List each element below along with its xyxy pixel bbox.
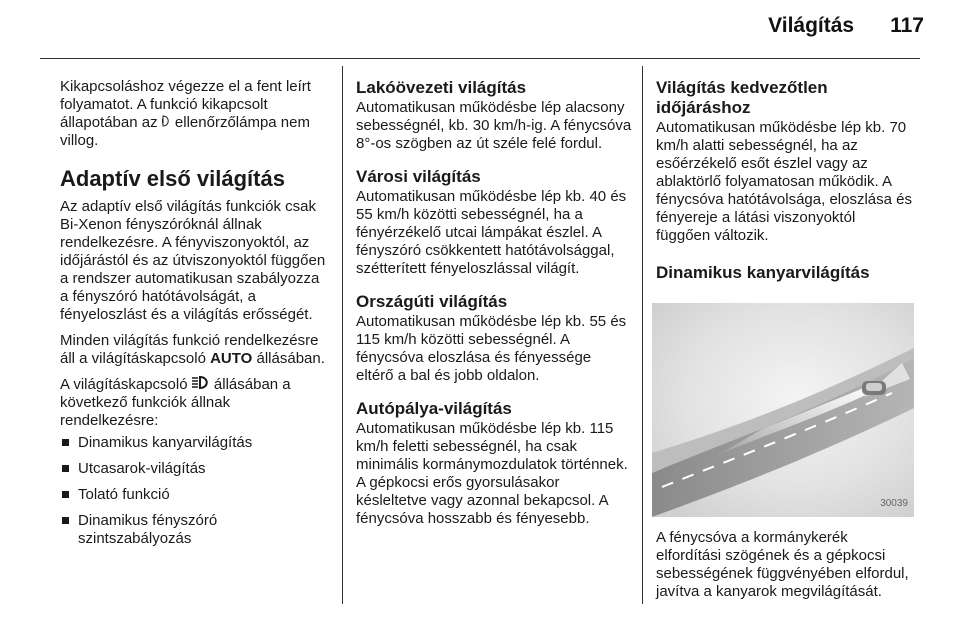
section-country-road: [356, 292, 632, 385]
section-title: Lakóövezeti világítás: [356, 78, 527, 97]
headlight-switch-icon: [192, 376, 210, 394]
section-title: Autópálya-világítás: [356, 399, 512, 418]
figure-number: 30039: [880, 498, 908, 509]
auto-label: AUTO: [210, 350, 253, 367]
list-item: Tolató funkció: [60, 486, 328, 504]
column-1: [60, 78, 328, 556]
section-city: [356, 167, 632, 278]
section-text: Automatikusan működésbe lép kb. 40 és 55 km/h közötti sebességnél, ha a fényérzékelő utcai lámpákat észlel. A fényszóró csökkentett hatótávolsággal, szétterített fényeloszlással világít.: [356, 188, 627, 277]
section-title: Országúti világítás: [356, 292, 508, 311]
section-text: Automatikusan működésbe lép alacsony sebességnél, kb. 30 km/h-ig. A fénycsóva 8°-os szögben az út széle felé fordul.: [356, 99, 632, 152]
bad-weather-text: Automatikusan működésbe lép kb. 70 km/h alatti sebességnél, ha az esőérzékelő esőt észlel vagy az ablaktörlő folyamatosan működik. A fénycsóva hatótávolsága, eloszlása és fényereje a látási viszonyoktól függően változik.: [656, 119, 912, 244]
chapter-title: Világítás: [768, 14, 855, 37]
column-2: [356, 78, 632, 542]
section-motorway: [356, 399, 632, 528]
list-item: Dinamikus fényszóró szintszabályozás: [60, 512, 328, 548]
list-item: Dinamikus kanyarvilágítás: [60, 434, 328, 452]
auto-paragraph: Minden világítás funkció rendelkezésre áll a világításkapcsoló AUTO állásában.: [60, 332, 325, 367]
header-divider: [40, 58, 920, 59]
lamp-warning-icon: [162, 114, 171, 132]
page-number: 117: [890, 14, 924, 37]
column-divider-2: [642, 66, 643, 604]
section-title: Városi világítás: [356, 167, 481, 186]
section-text: Automatikusan működésbe lép kb. 115 km/h feletti sebességnél, ha csak minimális kormánymozdulatok történnek. A gépkocsi erős gyorsulásakor késleltetve vagy azonnal bekapcsol. A fénycsóva hosszabb és fényesebb.: [356, 420, 628, 527]
list-item: Utcasarok-világítás: [60, 460, 328, 478]
section-text: Automatikusan működésbe lép kb. 55 és 115 km/h közötti sebességnél. A fénycsóva eloszlása és fényessége eltérő a bal és jobb oldalon.: [356, 313, 627, 384]
cornering-text: A fénycsóva a kormánykerék elfordítási szögének és a gépkocsi sebességének függvényében elfordul, javítva a kanyarok megvilágítását.: [656, 529, 909, 600]
section-residential: [356, 78, 632, 153]
road-illustration: [652, 303, 914, 517]
switch-paragraph: A világításkapcsoló állásában a következő funkciók állnak rendelkezésre:: [60, 376, 291, 429]
intro-paragraph: Kikapcsoláshoz végezze el a fent leírt folyamatot. A funkció kikapcsolt állapotában az ellenőrzőlámpa nem villog.: [60, 78, 311, 149]
column-3: [656, 78, 912, 601]
cornering-light-illustration: [652, 303, 914, 517]
adaptive-paragraph: Az adaptív első világítás funkciók csak Bi-Xenon fényszóróknál állnak rendelkezésre. A fényviszonyoktól, az időjárástól és az útviszonyoktól függően a rendszer automatikusan szabályozza a fényszóró hatótávolságát, a fényeloszlást és a világítás erősségét.: [60, 198, 326, 323]
page-header: [768, 14, 924, 38]
column-divider-1: [342, 66, 343, 604]
section-title-bad-weather: Világítás kedvezőtlen időjáráshoz: [656, 78, 828, 117]
feature-list: [60, 434, 328, 548]
section-title-cornering: Dinamikus kanyarvilágítás: [656, 263, 870, 282]
section-heading-adaptive: Adaptív első világítás: [60, 166, 285, 191]
